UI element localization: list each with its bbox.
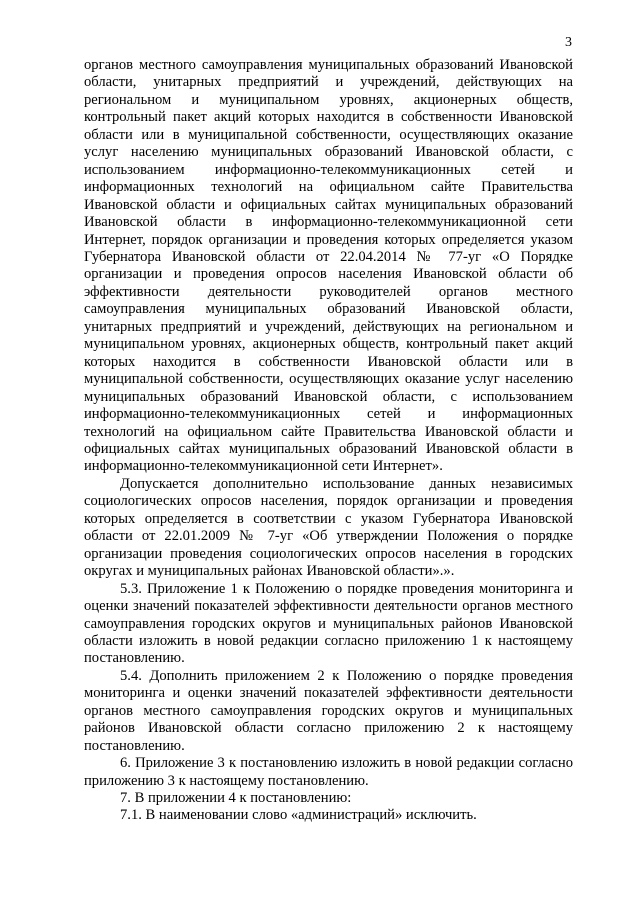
document-body (84, 57, 573, 825)
paragraph-7: 7. В приложении 4 к постановлению: (120, 790, 352, 807)
paragraph-5-3: 5.3. Приложение 1 к Положению о порядке проведения мониторинга и оценки значений показателей эффективности деятельности органов местного самоуправления городских округов и муниципальных районов Ивановской области изложить в новой редакции согласно приложению 1 к настоящему постановлению. (84, 580, 573, 667)
paragraph-5-4: 5.4. Дополнить приложением 2 к Положению о порядке проведения мониторинга и оценки значений показателей эффективности деятельности органов местного самоуправления городских округов и муниципальных районов Ивановской области согласно приложению 2 к настоящему постановлению. (84, 667, 573, 754)
paragraph-sociological-surveys: Допускается дополнительно использование данных независимых социологических опросов населения, порядок организации и проведения которых определяется в соответствии с указом Губернатора Ивановской области от 22.01.2009 № 7-уг «Об утверждении Положения о порядке организации проведения социологических опросов населения в городских округах и муниципальных районах Ивановской области».». (84, 475, 573, 580)
paragraph-7-1: 7.1. В наименовании слово «администраций» исключить. (120, 807, 477, 824)
paragraph-6: 6. Приложение 3 к постановлению изложить в новой редакции согласно приложению 3 к настоящему постановлению. (84, 755, 573, 789)
page-number: 3 (565, 35, 572, 50)
paragraph-continuation: органов местного самоуправления муниципальных образований Ивановской области, унитарных предприятий и учреждений, действующих на региональном и муниципальном уровнях, акционерных обществ, контрольный пакет акций которых находится в собственности Ивановской области или в муниципальной собственности, осуществляющих оказание услуг населению муниципальных образований Ивановской области, с использованием информационно-телекоммуникационных сетей и информационных технологий на официальном сайте Правительства Ивановской области и официальных сайтах муниципальных образований Ивановской области в информационно-телекоммуникационной сети Интернет, порядок организации и проведения которых определяется указом Губернатора Ивановской области от 22.04.2014 № 77-уг «О Порядке организации и проведения опросов населения Ивановской области об эффективности деятельности руководителей органов местного самоуправления муниципальных образований Ивановской области, унитарных предприятий и учреждений, действующих на региональном и муниципальном уровнях, акционерных обществ, контрольный пакет акций которых находится в собственности Ивановской области или в муниципальной собственности, осуществляющих оказание услуг населению муниципальных образований Ивановской области, с использованием информационно-телекоммуникационных сетей и информационных технологий на официальном сайте Правительства Ивановской области и официальных сайтах муниципальных образований Ивановской области в информационно-телекоммуникационной сети Интернет». (84, 57, 573, 475)
